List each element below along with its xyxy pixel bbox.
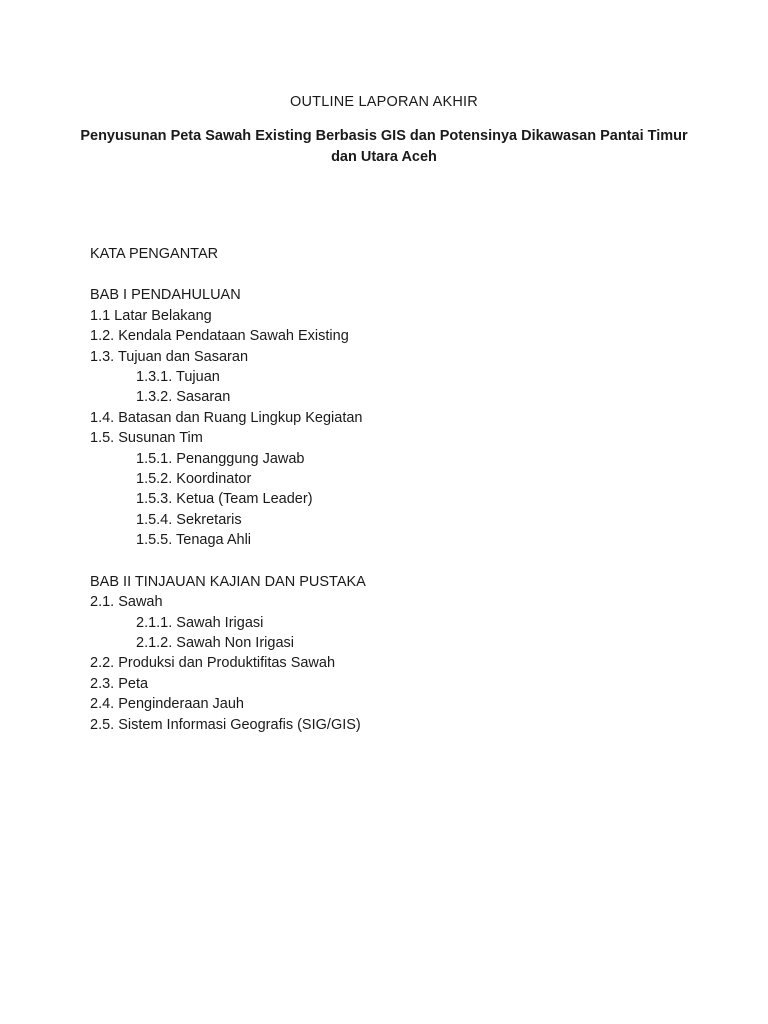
document-subtitle: Penyusunan Peta Sawah Existing Berbasis GIS dan Potensinya Dikawasan Pantai Timur dan Utara Aceh (80, 128, 688, 165)
outline-item: 1.3. Tujuan dan Sasaran (90, 348, 249, 365)
table-of-contents (90, 244, 710, 735)
outline-item: 2.5. Sistem Informasi Geografis (SIG/GIS) (90, 716, 361, 733)
outline-subitem: 1.3.2. Sasaran (136, 389, 231, 406)
outline-item: BAB I PENDAHULUAN (90, 287, 241, 304)
outline-item: 1.4. Batasan dan Ruang Lingkup Kegiatan (90, 409, 363, 426)
outline-item: 2.4. Penginderaan Jauh (90, 696, 244, 713)
outline-item: 1.1 Latar Belakang (90, 307, 212, 324)
outline-subitem: 1.5.3. Ketua (Team Leader) (136, 491, 313, 508)
document-title: OUTLINE LAPORAN AKHIR (290, 94, 478, 110)
outline-item: 2.3. Peta (90, 675, 149, 692)
outline-subitem: 1.5.5. Tenaga Ahli (136, 532, 252, 549)
outline-subitem: 1.3.1. Tujuan (136, 369, 220, 386)
outline-item: 1.2. Kendala Pendataan Sawah Existing (90, 328, 349, 345)
outline-subitem: 2.1.2. Sawah Non Irigasi (136, 634, 294, 651)
section-spacer (90, 264, 710, 285)
section-spacer (90, 551, 710, 572)
outline-item: KATA PENGANTAR (90, 246, 219, 262)
outline-subitem: 2.1.1. Sawah Irigasi (136, 614, 264, 631)
outline-item: 2.2. Produksi dan Produktifitas Sawah (90, 655, 336, 672)
outline-subitem: 1.5.1. Penanggung Jawab (136, 450, 305, 467)
outline-item: 2.1. Sawah (90, 594, 163, 611)
outline-item: BAB II TINJAUAN KAJIAN DAN PUSTAKA (90, 573, 366, 590)
outline-subitem: 1.5.2. Koordinator (136, 471, 252, 488)
outline-item: 1.5. Susunan Tim (90, 430, 203, 447)
outline-subitem: 1.5.4. Sekretaris (136, 511, 242, 528)
